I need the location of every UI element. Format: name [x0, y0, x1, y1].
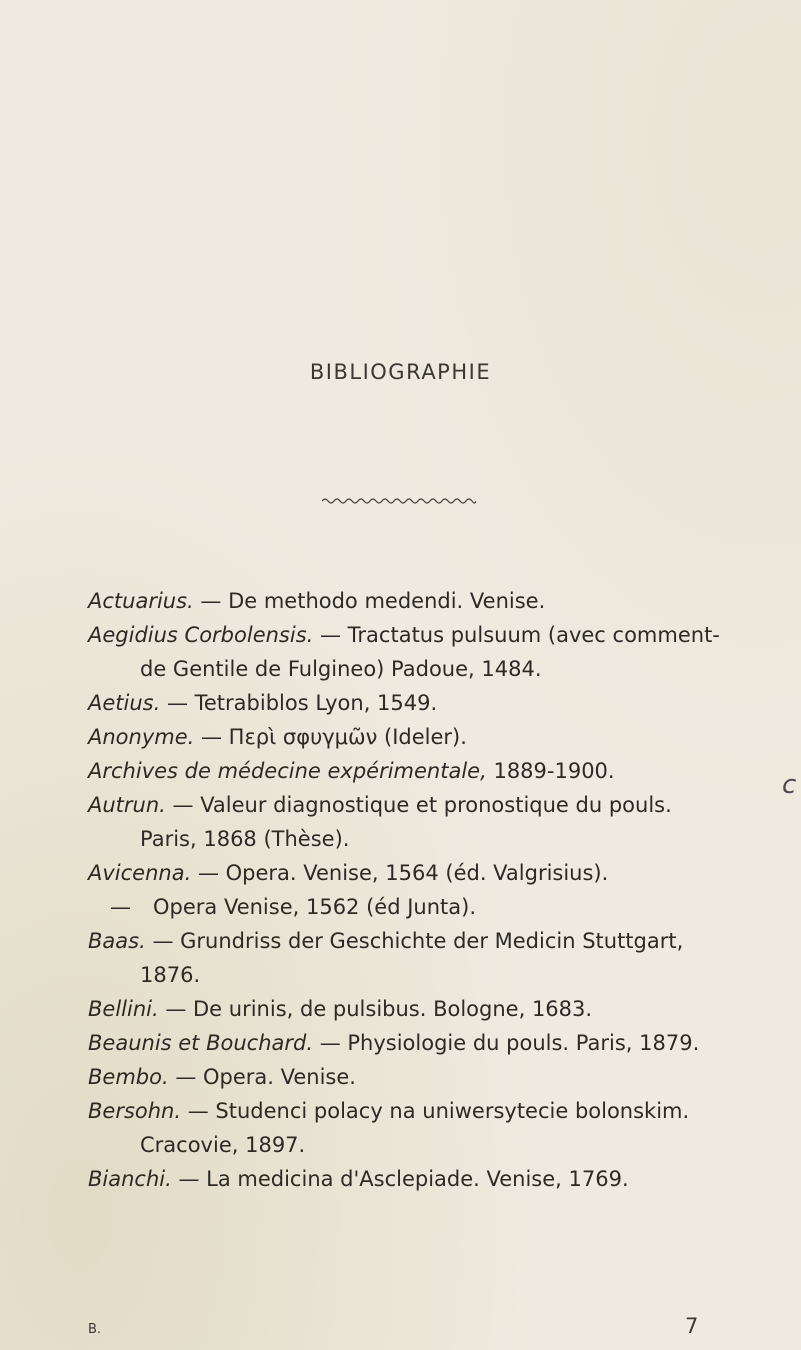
bibliography-entry	[88, 1162, 788, 1196]
bibliography-entry	[88, 686, 788, 720]
signature-number: 7	[685, 1314, 699, 1338]
page-heading: BIBLIOGRAPHIE	[309, 360, 492, 384]
entry-continuation: Cracovie, 1897.	[140, 1133, 306, 1157]
bibliography-entry	[88, 1060, 788, 1094]
entry-author: Bersohn.	[88, 1099, 182, 1123]
bibliography-entry-ditto	[88, 890, 788, 924]
entry-text: — De methodo medendi. Venise.	[193, 589, 546, 613]
bibliography-entry	[88, 618, 788, 652]
entry-text: — Grundriss der Geschichte der Medicin Stuttgart,	[145, 929, 684, 953]
bibliography-list	[88, 584, 788, 1196]
entry-author: Avicenna.	[88, 861, 192, 885]
entry-text: — Physiologie du pouls. Paris, 1879.	[313, 1031, 700, 1055]
bibliography-entry	[88, 992, 788, 1026]
bibliography-entry	[88, 754, 788, 788]
entry-text: — Tractatus pulsuum (avec comment-	[313, 623, 720, 647]
entry-text: 1889-1900.	[486, 759, 615, 783]
entry-author: Beaunis et Bouchard.	[88, 1031, 314, 1055]
ditto-dash: —	[110, 895, 131, 919]
bibliography-entry	[88, 1094, 788, 1128]
bibliography-entry	[88, 720, 788, 754]
entry-text: — Studenci polacy na uniwersytecie bolonskim.	[181, 1099, 690, 1123]
entry-text: — De urinis, de pulsibus. Bologne, 1683.	[158, 997, 593, 1021]
bibliography-entry	[88, 584, 788, 618]
entry-text: — Περὶ σφυγμῶν (Ideler).	[194, 725, 467, 749]
entry-author: Baas.	[88, 929, 146, 953]
entry-continuation: de Gentile de Fulgineo) Padoue, 1484.	[140, 657, 542, 681]
bibliography-entry	[88, 788, 788, 822]
entry-author: Actuarius.	[88, 589, 194, 613]
bibliography-entry	[88, 924, 788, 958]
entry-author: Autrun.	[88, 793, 166, 817]
entry-text: — Valeur diagnostique et pronostique du pouls.	[165, 793, 672, 817]
entry-author: Aetius.	[88, 691, 161, 715]
entry-text: — La medicina d'Asclepiade. Venise, 1769.	[171, 1167, 629, 1191]
entry-author: Bellini.	[88, 997, 159, 1021]
margin-handwritten-mark: c	[782, 770, 797, 800]
entry-author: Aegidius Corbolensis.	[88, 623, 314, 647]
entry-author: Archives de médecine expérimentale,	[88, 759, 487, 783]
wavy-rule-ornament	[322, 497, 476, 505]
bibliography-entry	[88, 856, 788, 890]
entry-continuation: Paris, 1868 (Thèse).	[140, 827, 350, 851]
entry-text: — Opera. Venise, 1564 (éd. Valgrisius).	[191, 861, 609, 885]
entry-author: Bianchi.	[88, 1167, 172, 1191]
bibliography-entry	[88, 1026, 788, 1060]
entry-text: — Tetrabiblos Lyon, 1549.	[160, 691, 438, 715]
entry-continuation: 1876.	[140, 963, 201, 987]
entry-text: — Opera. Venise.	[168, 1065, 356, 1089]
entry-author: Anonyme.	[88, 725, 195, 749]
entry-author: Bembo.	[88, 1065, 169, 1089]
entry-text: Opera Venise, 1562 (éd Junta).	[153, 895, 476, 919]
signature-mark: B.	[88, 1322, 102, 1337]
